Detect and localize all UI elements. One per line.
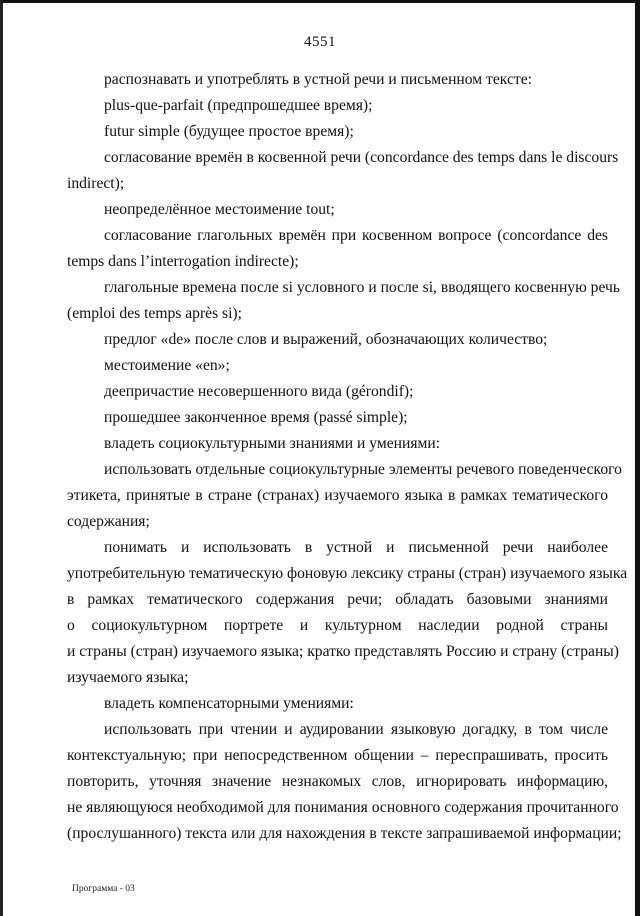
text-line: этикета, принятые в стране (странах) изучаемого языка в рамках тематического — [67, 487, 608, 504]
text-line: согласование глагольных времён при косвенном вопросе (concordance des — [104, 227, 608, 244]
text-line: контекстуальную; при непосредственном общении – переспрашивать, просить — [67, 747, 608, 764]
text-line: indirect); — [67, 175, 125, 192]
text-line: о социокультурном портрете и культурном наследии родной страны — [67, 617, 608, 634]
text-line: повторить, уточняя значение незнакомых слов, игнорировать информацию, — [67, 773, 608, 790]
text-line: temps dans l’interrogation indirecte); — [67, 253, 299, 270]
text-line: прошедшее законченное время (passé simple); — [104, 409, 408, 426]
text-line: неопределённое местоимение tout; — [104, 201, 335, 218]
text-line: предлог «de» после слов и выражений, обозначающих количество; — [104, 331, 548, 348]
text-line: использовать при чтении и аудировании языковую догадку, в том числе — [104, 721, 608, 738]
scan-border-right — [635, 0, 640, 916]
text-line: (emploi des temps après si); — [67, 305, 242, 322]
scan-border-left — [0, 0, 3, 916]
text-line: изучаемого языка; — [67, 669, 189, 686]
text-line: понимать и использовать в устной и письменной речи наиболее — [104, 539, 608, 556]
text-line: использовать отдельные социокультурные элементы речевого поведенческого — [104, 461, 622, 478]
text-line: и страны (стран) изучаемого языка; кратко представлять Россию и страну (страны) — [67, 643, 619, 660]
text-line: futur simple (будущее простое время); — [104, 123, 354, 140]
text-line: (прослушанного) текста или для нахождения в тексте запрашиваемой информации; — [67, 825, 622, 842]
text-line: деепричастие несовершенного вида (gérondif); — [104, 383, 414, 400]
text-line: согласование времён в косвенной речи (concordance des temps dans le discours — [104, 149, 619, 166]
scan-border-top — [0, 0, 640, 3]
page-number: 4551 — [304, 34, 336, 50]
text-line: владеть компенсаторными умениями: — [104, 695, 354, 712]
text-line: глагольные времена после si условного и после si, вводящего косвенную речь — [104, 279, 620, 296]
text-line: содержания; — [67, 513, 150, 530]
text-line: владеть социокультурными знаниями и умениями: — [104, 435, 441, 452]
footer-label: Программа - 03 — [72, 884, 135, 894]
text-line: в рамках тематического содержания речи; обладать базовыми знаниями — [67, 591, 608, 608]
text-line: местоимение «en»; — [104, 357, 230, 374]
text-line: не являющуюся необходимой для понимания основного содержания прочитанного — [67, 799, 619, 816]
text-line: plus-que-parfait (предпрошедшее время); — [104, 97, 373, 114]
text-line: распознавать и употреблять в устной речи и письменном тексте: — [104, 71, 532, 88]
text-line: употребительную тематическую фоновую лексику страны (стран) изучаемого языка — [67, 565, 628, 582]
